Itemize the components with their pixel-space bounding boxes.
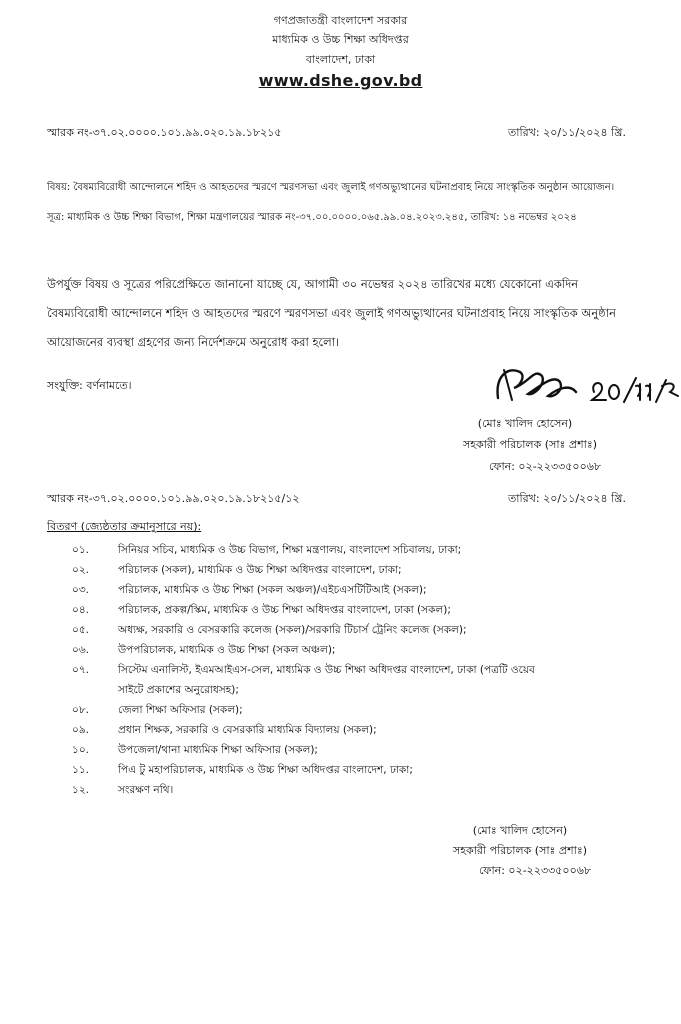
list-item-text: পিএ টু মহাপরিচালক, মাধ্যমিক ও উচ্চ শিক্ষা অধিদপ্তর বাংলাদেশ, ঢাকা; (118, 764, 413, 776)
signatory-title: সহকারী পরিচালক (সাঃ প্রশাঃ) (463, 438, 597, 451)
list-item-text: জেলা শিক্ষা অফিসার (সকল); (118, 704, 243, 716)
list-item-text-continued: সাইটে প্রকাশের অনুরোধসহ); (118, 684, 239, 696)
body-line: বৈষম্যবিরোধী আন্দোলনে শহিদ ও আহতদের স্মরণে স্মরণসভা এবং জুলাই গণঅভ্যুত্থানের ঘটনাপ্রবাহ নিয়ে সাংস্কৃতিক অনুষ্ঠান (47, 306, 616, 320)
header-location: বাংলাদেশ, ঢাকা (305, 53, 376, 66)
signatory-phone-copy: ফোন: ০২-২২৩৩৫০০৬৮ (478, 864, 592, 877)
list-item-text: পরিচালক, মাধ্যমিক ও উচ্চ শিক্ষা (সকল অঞ্চল)/এইচএসটিটিআই (সকল); (118, 584, 427, 596)
list-item-number: ১০. (72, 744, 89, 756)
list-item-number: ০৫. (72, 624, 89, 636)
list-item-number: ০৪. (72, 604, 89, 616)
list-item-number: ০৬. (72, 644, 89, 656)
list-item-number: ০৯. (72, 724, 89, 736)
list-item-text: পরিচালক, প্রকল্প/স্কিম, মাধ্যমিক ও উচ্চ শিক্ষা অধিদপ্তর বাংলাদেশ, ঢাকা (সকল); (118, 604, 451, 616)
list-item-text: পরিচালক (সকল), মাধ্যমিক ও উচ্চ শিক্ষা অধিদপ্তর বাংলাদেশ, ঢাকা; (118, 564, 402, 576)
header-website-link[interactable]: www.dshe.gov.bd (258, 71, 423, 90)
list-item-text: উপজেলা/থানা মাধ্যমিক শিক্ষা অফিসার (সকল); (118, 744, 318, 756)
memo-date-copy: তারিখ: ২০/১১/২০২৪ খ্রি. (508, 492, 626, 505)
memo-reference-copy: স্মারক নং-৩৭.০২.০০০০.১০১.৯৯.০২০.১৯.১৮২১৫/১২ (47, 492, 300, 505)
subject-line: বিষয়: বৈষম্যবিরোধী আন্দোলনে শহিদ ও আহতদের স্মরণে স্মরণসভা এবং জুলাই গণঅভ্যুত্থানের ঘটনাপ্রবাহ নিয়ে সাংস্কৃতিক অনুষ্ঠান আয়োজন। (47, 182, 615, 193)
body-line: আয়োজনের ব্যবস্থা গ্রহণের জন্য নির্দেশক্রমে অনুরোধ করা হলো। (47, 335, 340, 349)
signatory-name: (মোঃ খালিদ হোসেন) (477, 417, 573, 430)
list-item-number: ০৮. (72, 704, 89, 716)
signatory-title-copy: সহকারী পরিচালক (সাঃ প্রশাঃ) (453, 844, 587, 857)
header-government: গণপ্রজাতন্ত্রী বাংলাদেশ সরকার (273, 14, 408, 27)
list-item-number: ০৩. (72, 584, 89, 596)
list-item-text: উপপরিচালক, মাধ্যমিক ও উচ্চ শিক্ষা (সকল অঞ্চল); (118, 644, 336, 656)
list-item-text: অধ্যক্ষ, সরকারি ও বেসরকারি কলেজ (সকল)/সরকারি টিচার্স ট্রেনিং কলেজ (সকল); (118, 624, 467, 636)
handwritten-signature (490, 356, 680, 416)
list-item-number: ০৭. (72, 664, 89, 676)
body-line: উপর্যুক্ত বিষয় ও সূত্রের পরিপ্রেক্ষিতে জানানো যাচ্ছে যে, আগামী ৩০ নভেম্বর ২০২৪ তারিখের মধ্যে যেকোনো একদিন (47, 277, 579, 291)
memo-date: তারিখ: ২০/১১/২০২৪ খ্রি. (508, 126, 626, 139)
signatory-phone: ফোন: ০২-২২৩৩৫০০৬৮ (488, 460, 602, 473)
memo-reference: স্মারক নং-৩৭.০২.০০০০.১০১.৯৯.০২০.১৯.১৮২১৫ (47, 126, 282, 139)
list-item-number: ০২. (72, 564, 89, 576)
body-paragraph (47, 270, 647, 357)
list-item-text: সিস্টেম এনালিস্ট, ইএমআইএস-সেল, মাধ্যমিক ও উচ্চ শিক্ষা অধিদপ্তর বাংলাদেশ, ঢাকা (পত্রটি ওয়েব (118, 664, 535, 676)
list-item-number: ০১. (72, 544, 89, 556)
list-item-text: সংরক্ষণ নথি। (118, 784, 174, 796)
list-item-text: সিনিয়র সচিব, মাধ্যমিক ও উচ্চ বিভাগ, শিক্ষা মন্ত্রণালয়, বাংলাদেশ সচিবালয়, ঢাকা; (118, 544, 462, 556)
signatory-name-copy: (মোঃ খালিদ হোসেন) (472, 824, 568, 837)
list-item-text: প্রধান শিক্ষক, সরকারি ও বেসরকারি মাধ্যমিক বিদ্যালয় (সকল); (118, 724, 377, 736)
source-reference: সূত্র: মাধ্যমিক ও উচ্চ শিক্ষা বিভাগ, শিক্ষা মন্ত্রণালয়ের স্মারক নং-৩৭.০০.০০০০.০৬৫.৯৯.০৪.২০২৩.২৪৫, তারিখ: ১৪ নভেম্বর ২০২৪ (47, 212, 577, 223)
list-item-number: ১১. (72, 764, 89, 776)
header-directorate: মাধ্যমিক ও উচ্চ শিক্ষা অধিদপ্তর (272, 33, 409, 46)
distribution-heading: বিতরণ (জ্যেষ্ঠতার ক্রমানুসারে নয়): (47, 520, 202, 533)
list-item-number: ১২. (72, 784, 89, 796)
attachment-note: সংযুক্তি: বর্ণনামতে। (47, 379, 132, 392)
